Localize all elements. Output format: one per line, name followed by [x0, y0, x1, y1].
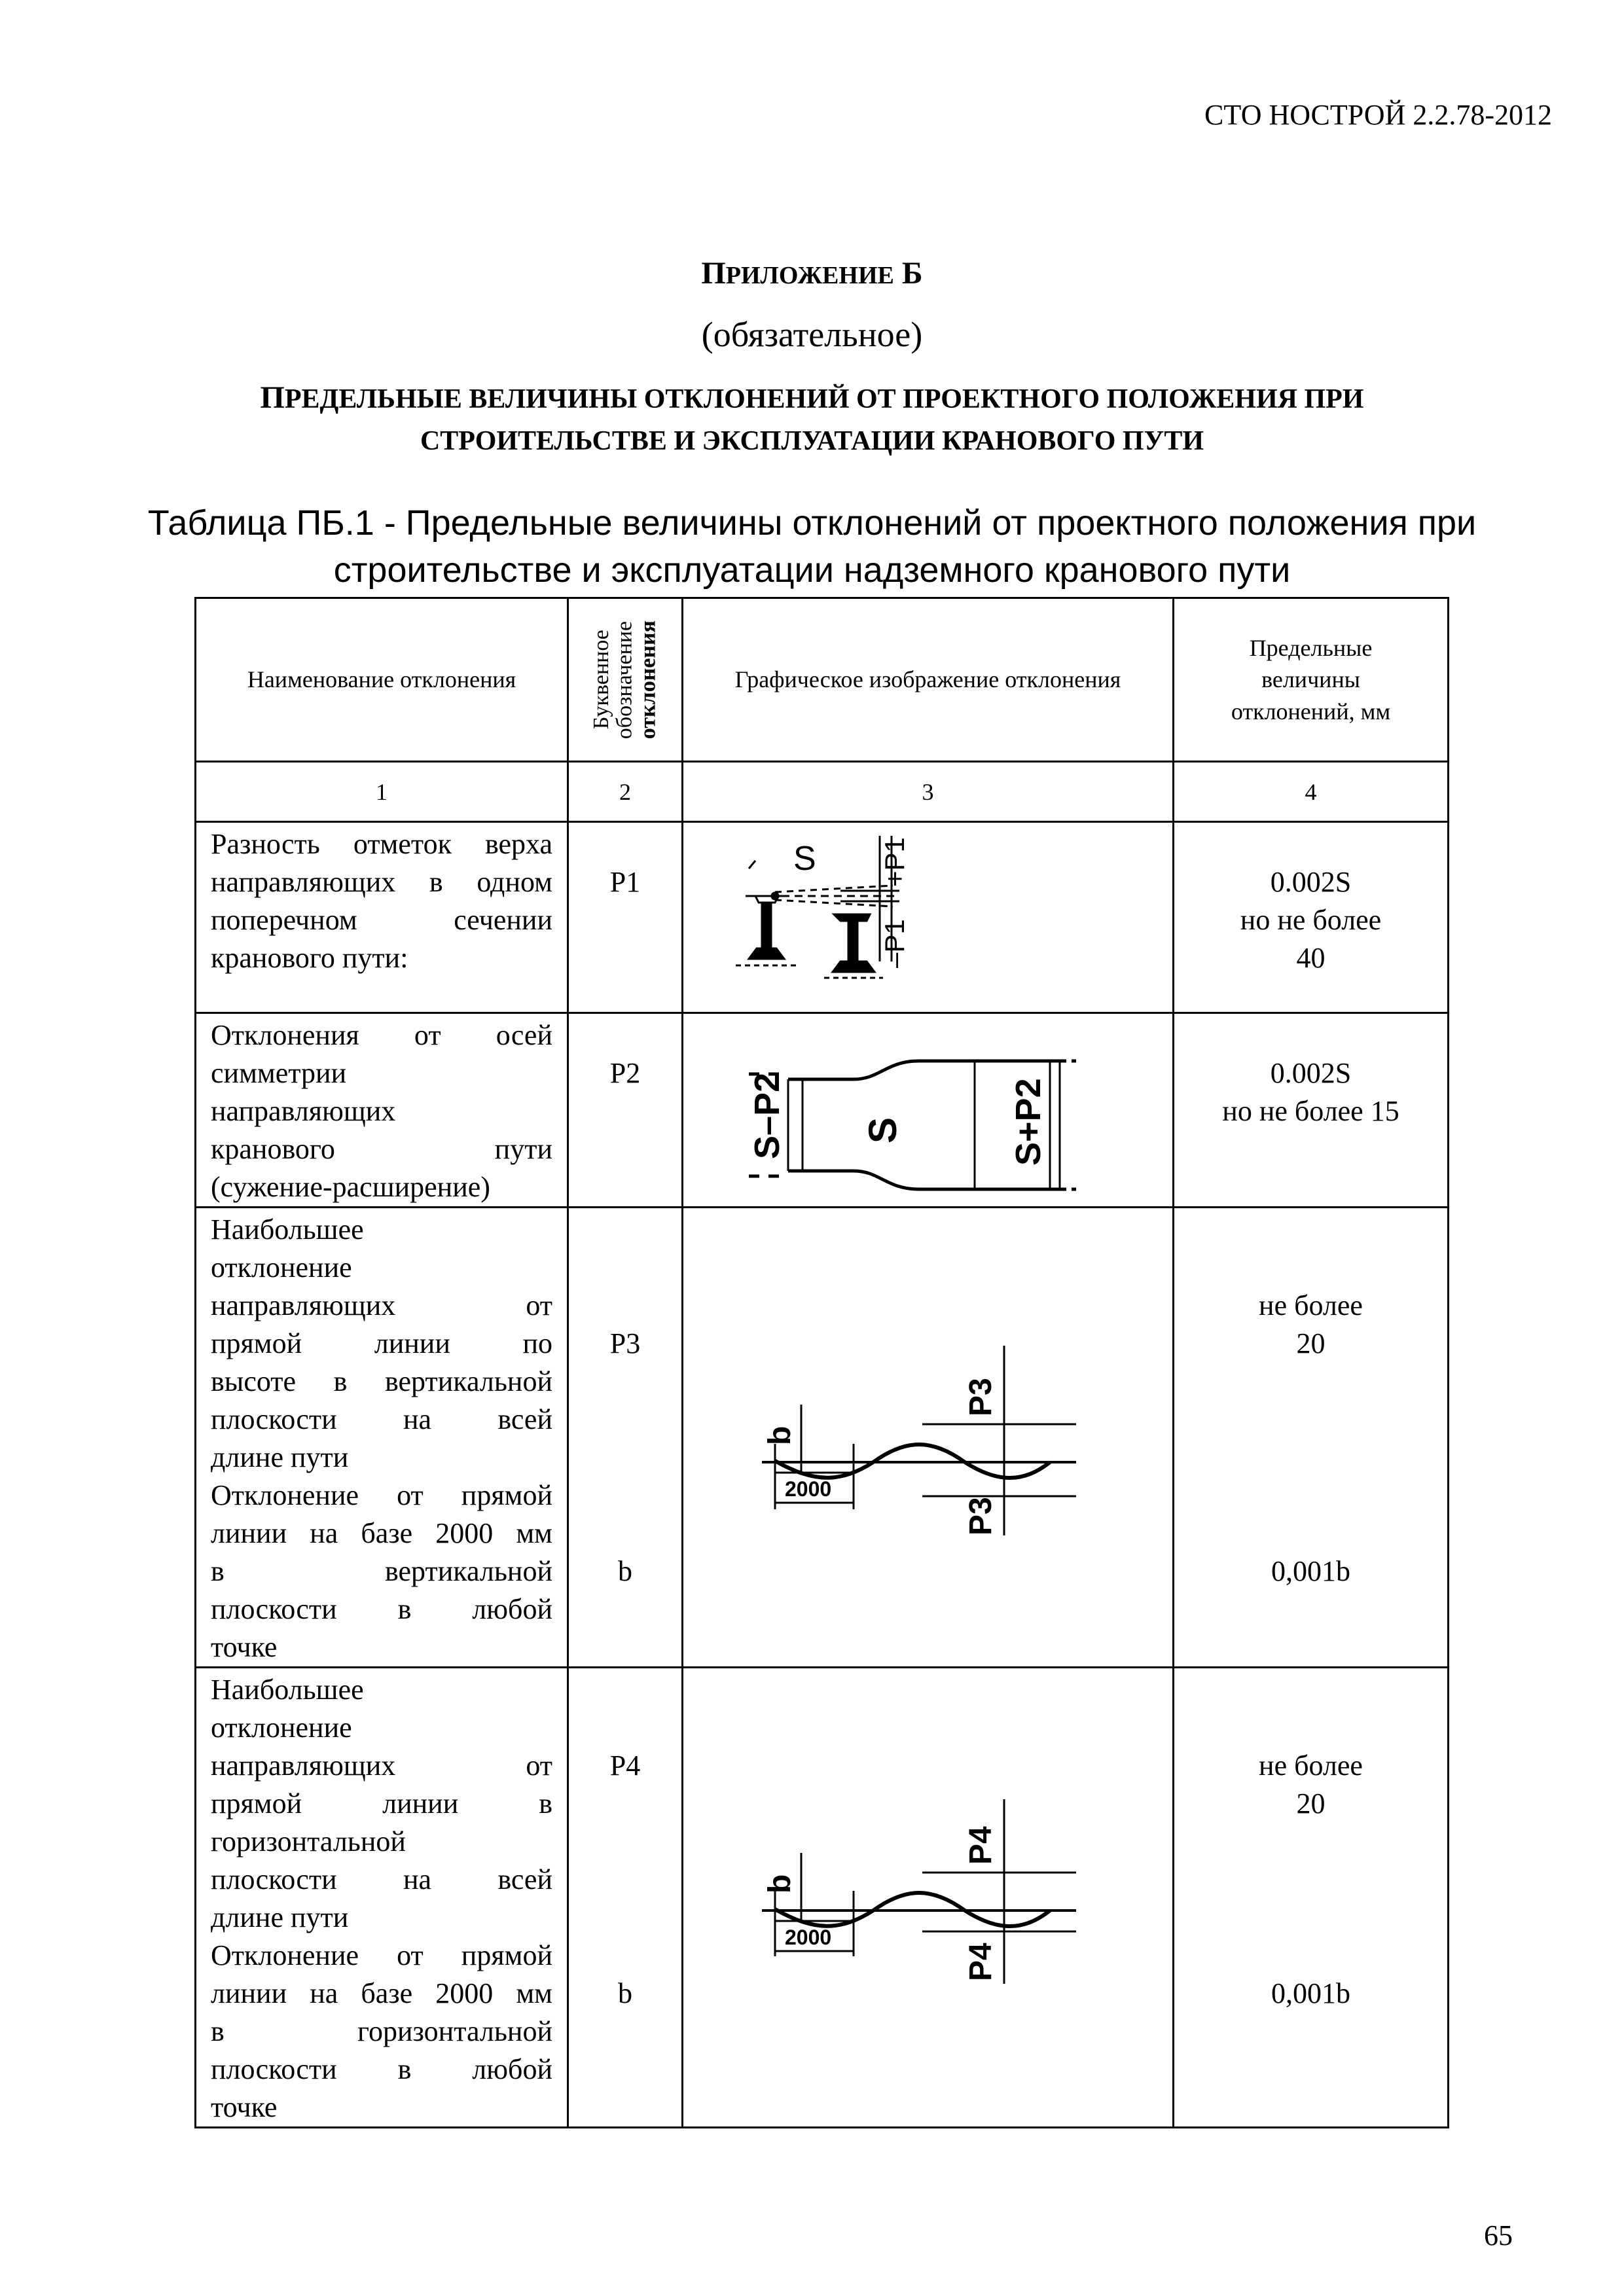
- limit-value: не более 20: [1259, 1749, 1363, 1820]
- figure-label-bottom: P3: [964, 1497, 998, 1535]
- column-number: 1: [196, 762, 568, 822]
- column-number: 2: [568, 762, 683, 822]
- sub-limit-value: 0,001b: [1271, 1977, 1350, 2009]
- appendix-heading-line1: ПРЕДЕЛЬНЫЕ ВЕЛИЧИНЫ ОТКЛОНЕНИЙ ОТ ПРОЕКТНОГО ПОЛОЖЕНИЯ ПРИ: [260, 380, 1364, 415]
- deviation-table: [194, 597, 1449, 2128]
- table-row: [196, 822, 1449, 1013]
- table-row: [196, 1208, 1449, 1668]
- deviation-name: Наибольшее отклонение направляющих от прямой линии в горизонтальной плоскости на всей длине пути Отклонение от прямой линии на базе 2000 мм в горизонтальной плоскости в любой точке: [196, 1668, 568, 2128]
- figure-label-plus: +P1: [879, 837, 910, 887]
- deviation-code-cell: [568, 1668, 683, 2128]
- column-number: 3: [683, 762, 1174, 822]
- deviation-code-cell: [568, 1208, 683, 1668]
- header-name: Наименование отклонения: [196, 598, 568, 762]
- figure-label-base: 2000: [785, 1926, 832, 1949]
- column-number: 4: [1174, 762, 1449, 822]
- deviation-name: Отклонения от осей симметрии направляющих кранового пути (сужение-расширение): [196, 1013, 568, 1208]
- limit-cell: [1174, 1668, 1449, 2128]
- deviation-name: Наибольшее отклонение направляющих от прямой линии по высоте в вертикальной плоскости на всей длине пути Отклонение от прямой линии на базе 2000 мм в вертикальной плоскости в любой точке: [196, 1208, 568, 1668]
- appendix-title: ПРИЛОЖЕНИЕ Б: [701, 256, 923, 291]
- figure-label-minus: S–P2: [748, 1072, 787, 1159]
- deviation-code: P4: [609, 1749, 641, 1782]
- deviation-name: Разность отметок верха направляющих в одном поперечном сечении кранового пути:: [196, 822, 568, 1013]
- deviation-code: P2: [568, 1013, 683, 1208]
- limit-value: 0.002S но не более 40: [1174, 822, 1449, 1013]
- sub-deviation-code: b: [618, 1977, 632, 2009]
- figure-label-b: b: [763, 1426, 797, 1445]
- rail-height-difference-figure: [683, 823, 1174, 1014]
- figure-label-bottom: P4: [964, 1943, 998, 1981]
- column-number-row: [196, 762, 1449, 822]
- deviation-code: P1: [568, 822, 683, 1013]
- header-code: Буквенное обозначение отклонения: [568, 598, 683, 762]
- horizontal-waviness-figure: [683, 1668, 1174, 2120]
- figure-cell: [683, 1668, 1174, 2128]
- figure-label-plus: S+P2: [1009, 1078, 1048, 1166]
- figure-label-minus: –P1: [879, 919, 910, 968]
- header-figure: Графическое изображение отклонения: [683, 598, 1174, 762]
- figure-label-top: P4: [964, 1826, 998, 1865]
- header-limit: Предельные величины отклонений, мм: [1174, 598, 1449, 762]
- figure-label-base: 2000: [785, 1477, 832, 1501]
- figure-cell: [683, 822, 1174, 1013]
- sub-limit-value: 0,001b: [1271, 1555, 1350, 1587]
- appendix-status: (обязательное): [701, 315, 923, 354]
- figure-label-b: b: [763, 1874, 797, 1893]
- gauge-narrowing-widening-figure: [683, 1014, 1174, 1205]
- table-row: [196, 1668, 1449, 2128]
- figure-label-s: S: [861, 1117, 905, 1143]
- table-header-row: [196, 598, 1449, 762]
- table-row: [196, 1013, 1449, 1208]
- document-code: СТО НОСТРОЙ 2.2.78-2012: [1204, 99, 1552, 131]
- limit-cell: [1174, 1208, 1449, 1668]
- table-caption-line1: Таблица ПБ.1 - Предельные величины отклонений от проектного положения при: [147, 503, 1477, 543]
- figure-cell: [683, 1013, 1174, 1208]
- page-number: 65: [1484, 2219, 1513, 2251]
- vertical-waviness-figure: [683, 1208, 1174, 1664]
- sub-deviation-code: b: [618, 1555, 632, 1587]
- figure-label-s: S: [793, 840, 816, 878]
- limit-value: 0.002S но не более 15: [1174, 1013, 1449, 1208]
- limit-value: не более 20: [1259, 1289, 1363, 1359]
- appendix-heading-line2: СТРОИТЕЛЬСТВЕ И ЭКСПЛУАТАЦИИ КРАНОВОГО ПУТИ: [420, 426, 1204, 456]
- deviation-code: P3: [609, 1327, 641, 1359]
- table-caption-line2: строительстве и эксплуатации надземного кранового пути: [333, 550, 1291, 590]
- figure-cell: [683, 1208, 1174, 1668]
- figure-label-top: P3: [964, 1378, 998, 1416]
